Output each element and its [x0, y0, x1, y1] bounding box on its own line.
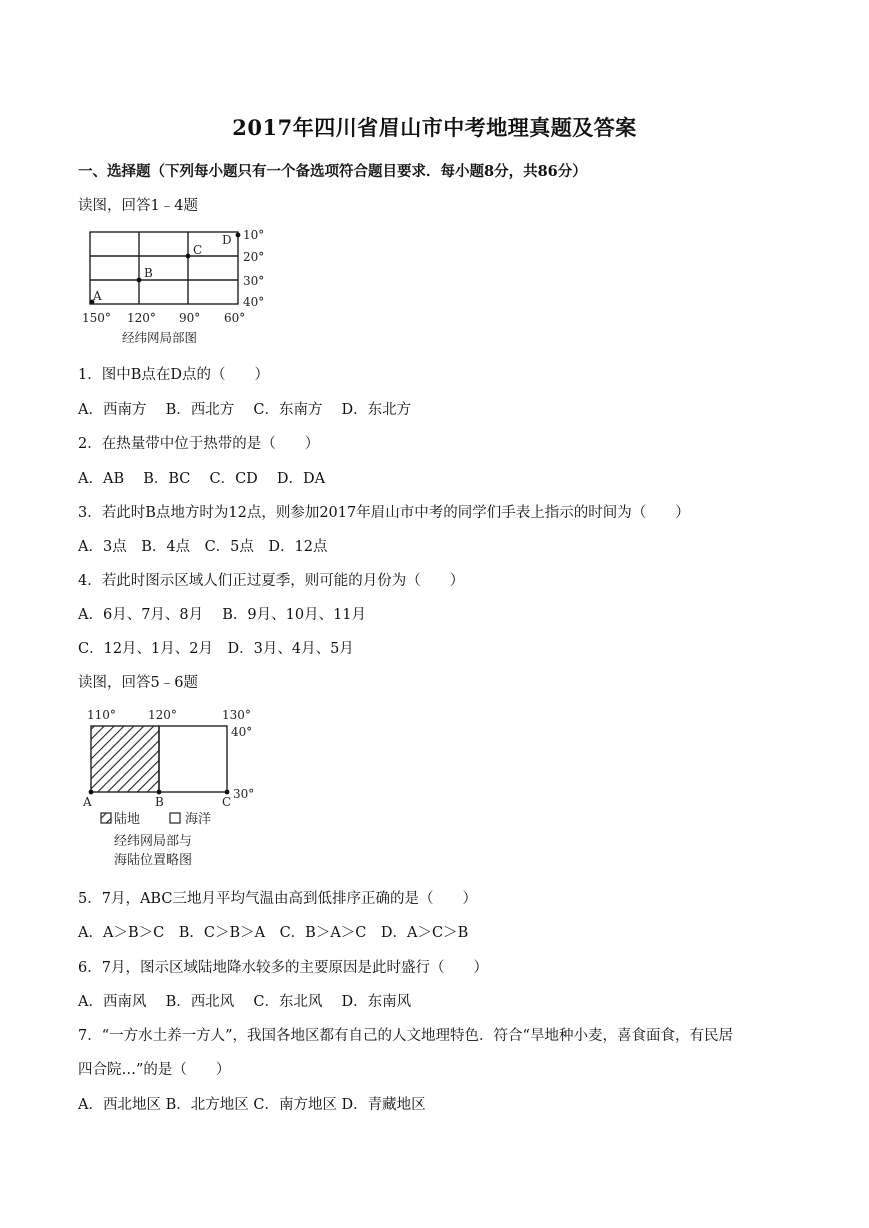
- point-a-dot: [89, 790, 94, 795]
- q6-options: A．西南风 B．西北风 C．东北风 D．东南风: [78, 994, 412, 1010]
- lon-label-60: 60°: [224, 311, 246, 325]
- lat-label-30: 30°: [233, 787, 255, 801]
- legend-ocean-label: 海洋: [185, 812, 212, 827]
- q1-options: A．西南方 B．西北方 C．东南方 D．东北方: [78, 402, 412, 418]
- lat-label-30: 30°: [243, 274, 265, 288]
- q3-stem: 3．若此时B点地方时为12点，则参加2017年眉山市中考的同学们手表上指示的时间为（ ）: [78, 505, 690, 521]
- q4-options-line2: C．12月、1月、2月 D．3月、4月、5月: [78, 641, 354, 657]
- point-d-label: D: [222, 233, 232, 247]
- lat-label-40: 40°: [243, 295, 265, 309]
- point-b-label: B: [144, 266, 153, 280]
- q7-stem-line1: 7．“一方水土养一方人”，我国各地区都有自己的人文地理特色．符合“旱地种小麦，喜食面食，有民居: [78, 1028, 733, 1044]
- q3-options: A．3点 B．4点 C．5点 D．12点: [78, 539, 328, 555]
- q2-stem: 2．在热量带中位于热带的是（ ）: [78, 436, 320, 452]
- q6-stem: 6．7月，图示区域陆地降水较多的主要原因是此时盛行（ ）: [78, 960, 488, 976]
- lat-label-20: 20°: [243, 250, 265, 264]
- lon-label-90: 90°: [179, 311, 201, 325]
- section-heading: 一、选择题（下列每小题只有一个备选项符合题目要求．每小题8分，共86分）: [78, 163, 587, 180]
- lon-label-150: 150°: [82, 311, 111, 325]
- legend-ocean-swatch: [170, 813, 180, 823]
- graticule-figure: [82, 226, 274, 350]
- point-c-dot: [225, 790, 230, 795]
- point-b-dot: [137, 278, 142, 283]
- q7-stem-line2: 四合院…”的是（ ）: [78, 1062, 231, 1078]
- point-b-dot: [157, 790, 162, 795]
- legend-land-label: 陆地: [114, 812, 141, 827]
- q2-options: A．AB B．BC C．CD D．DA: [78, 471, 326, 487]
- point-b-label: B: [155, 795, 164, 809]
- lon-label-120: 120°: [127, 311, 156, 325]
- lat-label-40: 40°: [231, 725, 253, 739]
- read-instruction-2: 读图，回答5﹣6题: [78, 675, 198, 691]
- q7-options: A．西北地区 B．北方地区 C．南方地区 D．青藏地区: [78, 1097, 426, 1113]
- lon-label-120: 120°: [148, 708, 177, 722]
- read-instruction-1: 读图，回答1﹣4题: [78, 198, 198, 214]
- point-c-label: C: [222, 795, 232, 809]
- q4-options-line1: A．6月、7月、8月 B．9月、10月、11月: [78, 607, 367, 623]
- figure2-caption-line2: 海陆位置略图: [114, 853, 193, 868]
- lat-label-10: 10°: [243, 228, 265, 242]
- point-a-label: A: [93, 289, 102, 303]
- point-d-dot: [236, 233, 241, 238]
- point-a-label: A: [83, 795, 92, 809]
- grid-frame: [90, 232, 238, 304]
- ocean-area: [159, 726, 227, 792]
- q4-stem: 4．若此时图示区域人们正过夏季，则可能的月份为（ ）: [78, 573, 465, 589]
- point-c-dot: [186, 254, 191, 259]
- lon-label-110: 110°: [87, 708, 116, 722]
- q1-stem: 1．图中B点在D点的（ ）: [78, 367, 270, 383]
- land-sea-figure: [78, 702, 264, 870]
- q5-options: A．A＞B＞C B．C＞B＞A C．B＞A＞C D．A＞C＞B: [78, 925, 469, 941]
- land-area: [91, 726, 159, 792]
- point-c-label: C: [193, 243, 203, 257]
- figure2-caption-line1: 经纬网局部与: [114, 834, 193, 849]
- q5-stem: 5．7月，ABC三地月平均气温由高到低排序正确的是（ ）: [78, 891, 477, 907]
- figure1-caption: 经纬网局部图: [122, 330, 198, 345]
- legend-land-swatch: [101, 813, 111, 823]
- page-title: 2017年四川省眉山市中考地理真题及答案: [232, 115, 637, 140]
- lon-label-130: 130°: [222, 708, 251, 722]
